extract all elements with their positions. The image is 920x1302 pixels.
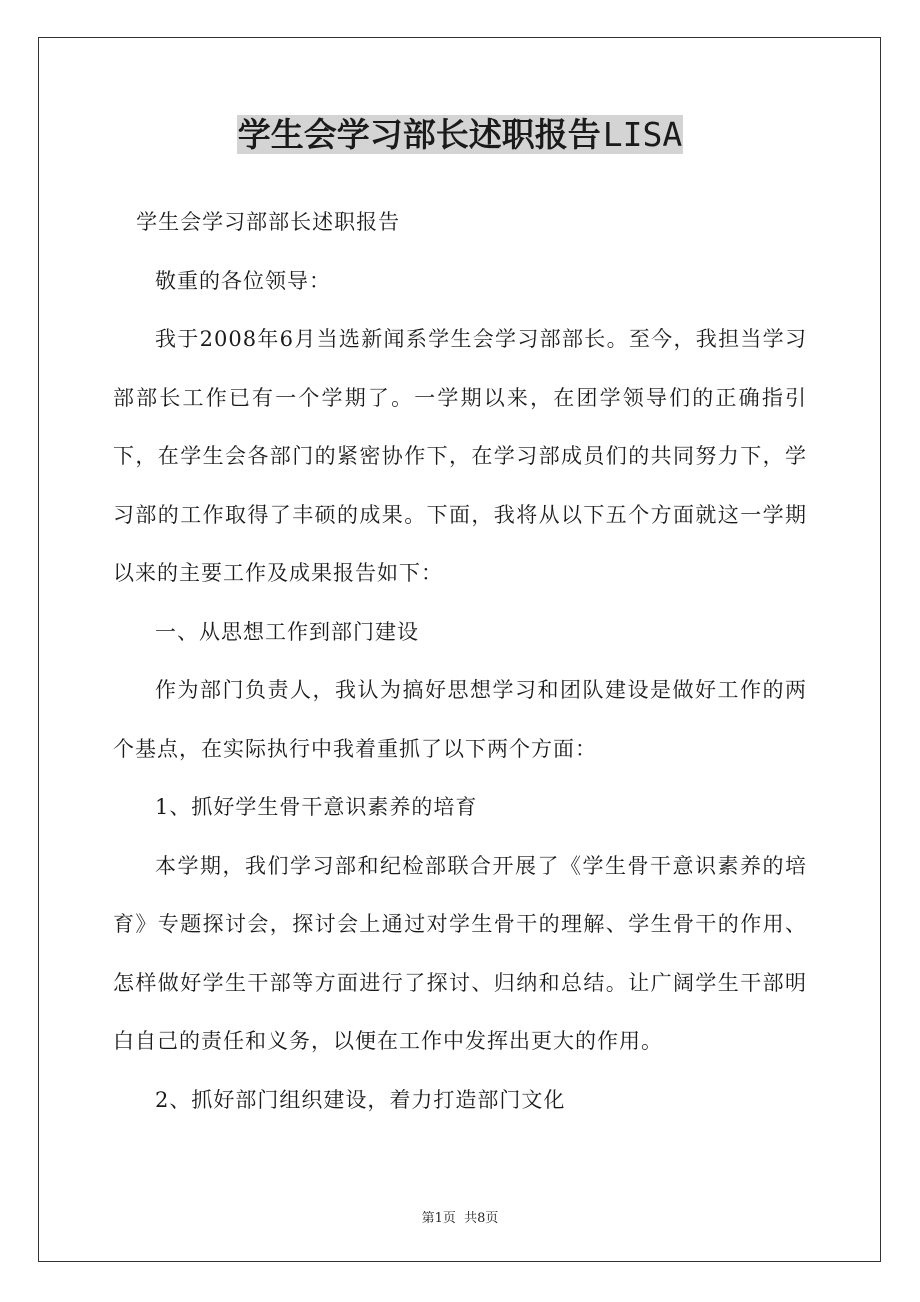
- title-container: [0, 112, 920, 158]
- page-number: 第1页: [421, 1211, 456, 1226]
- title-suffix: LISA: [602, 115, 683, 154]
- paragraph-intro: 我于2008年6月当选新闻系学生会学习部部长。至今，我担当学习部部长工作已有一个学期了。一学期以来，在团学领导们的正确指引下，在学生会各部门的紧密协作下，在学习部成员们的共同努力下，学习部的工作取得了丰硕的成果。下面，我将从以下五个方面就这一学期以来的主要工作及成果报告如下：: [113, 327, 807, 585]
- section-heading-1: 一、从思想工作到部门建设: [155, 619, 419, 644]
- subsection-heading-1: 1、抓好学生骨干意识素养的培育: [155, 795, 478, 819]
- paragraph-salutation: 敬重的各位领导：: [155, 268, 331, 293]
- document-body: [113, 193, 807, 1129]
- page-footer: [0, 1207, 920, 1226]
- document-title: [237, 112, 683, 158]
- subsection-heading-2: 2、抓好部门组织建设，着力打造部门文化: [155, 1087, 566, 1112]
- paragraph-subtitle: 学生会学习部部长述职报告: [136, 210, 401, 234]
- paragraph-subsection-1: 本学期，我们学习部和纪检部联合开展了《学生骨干意识素养的培育》专题探讨会，探讨会上通过对学生骨干的理解、学生骨干的作用、怎样做好学生干部等方面进行了探讨、归纳和总结。让广阔学生干部明白自己的责任和义务，以便在工作中发挥出更大的作用。: [113, 853, 807, 1053]
- title-highlighted: 学生会学习部长述职报告: [237, 115, 601, 154]
- paragraph-section-1: 作为部门负责人，我认为搞好思想学习和团队建设是做好工作的两个基点，在实际执行中我着重抓了以下两个方面：: [113, 678, 807, 761]
- page-total: 共8页: [464, 1211, 499, 1226]
